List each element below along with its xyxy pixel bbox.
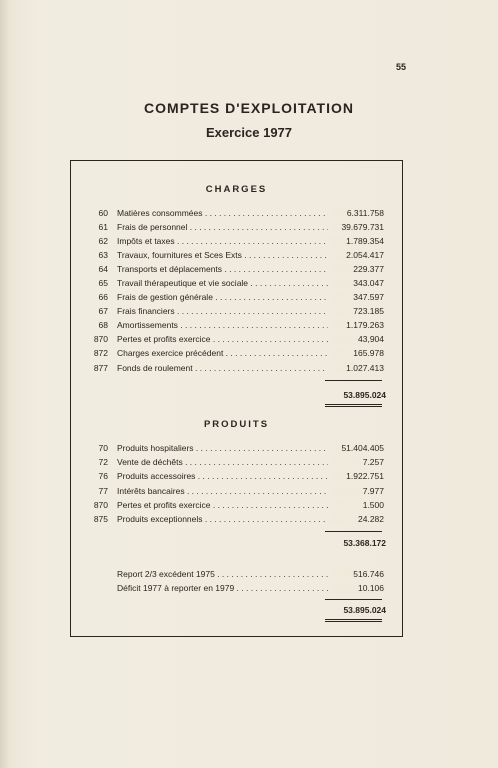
account-value: 24.282	[330, 514, 384, 524]
account-label: Travail thérapeutique et vie sociale . . .	[117, 278, 328, 288]
account-code: 64	[98, 264, 108, 274]
table-row	[70, 208, 403, 222]
account-value: 6.311.758	[330, 208, 384, 218]
account-value: 51.404.405	[330, 443, 384, 453]
account-code: 62	[98, 236, 108, 246]
table-row	[70, 500, 403, 514]
account-label: Vente de déchêts . . .	[117, 457, 328, 467]
adjustment-label: Report 2/3 excédent 1975 . . .	[117, 569, 328, 579]
account-value: 347.597	[330, 292, 384, 302]
adjustment-label: Déficit 1977 à reporter en 1979 . . .	[117, 583, 328, 593]
account-code: 870	[93, 500, 108, 510]
table-row	[70, 486, 403, 500]
account-code: 65	[98, 278, 108, 288]
account-label: Produits exceptionnels . . .	[117, 514, 328, 524]
produits-heading: PRODUITS	[203, 419, 270, 430]
account-code: 68	[98, 320, 108, 330]
account-value: 1.179.263	[330, 320, 384, 330]
account-label: Frais financiers . . .	[117, 306, 328, 316]
adjustment-value: 516.746	[330, 569, 384, 579]
account-value: 1.027.413	[330, 363, 384, 373]
total-underline	[325, 404, 382, 405]
page-subtitle: Exercice 1977	[205, 125, 293, 140]
account-code: 67	[98, 306, 108, 316]
table-row	[70, 264, 403, 278]
account-code: 872	[93, 348, 108, 358]
table-row	[70, 236, 403, 250]
account-label: Fonds de roulement . . .	[117, 363, 328, 373]
account-label: Amortissements . . .	[117, 320, 328, 330]
account-label: Impôts et taxes . . .	[117, 236, 328, 246]
account-label: Produits hospitaliers . . .	[117, 443, 328, 453]
account-label: Matières consommées . . .	[117, 208, 328, 218]
account-value: 2.054.417	[330, 250, 384, 260]
page-title: COMPTES D'EXPLOITATION	[144, 100, 354, 116]
account-label: Intérêts bancaires . . .	[117, 486, 328, 496]
adjustment-value: 10.106	[330, 583, 384, 593]
account-value: 7.257	[330, 457, 384, 467]
account-code: 60	[98, 208, 108, 218]
account-value: 1.789.354	[330, 236, 384, 246]
table-row	[70, 320, 403, 334]
total-underline	[325, 619, 382, 620]
account-value: 343.047	[330, 278, 384, 288]
table-row	[70, 457, 403, 471]
table-row	[70, 222, 403, 236]
charges-total: 53.895.024	[343, 390, 386, 400]
table-row	[70, 514, 403, 528]
account-label: Frais de personnel . . .	[117, 222, 328, 232]
account-value: 723.185	[330, 306, 384, 316]
total-rule	[325, 380, 382, 381]
account-value: 229.377	[330, 264, 384, 274]
account-code: 76	[98, 471, 108, 481]
total-rule	[325, 599, 382, 600]
account-value: 39.679.731	[330, 222, 384, 232]
table-row	[70, 278, 403, 292]
table-row	[70, 471, 403, 485]
account-code: 66	[98, 292, 108, 302]
account-code: 870	[93, 334, 108, 344]
account-value: 1.922.751	[330, 471, 384, 481]
account-label: Pertes et profits exercice . . .	[117, 334, 328, 344]
account-label: Charges exercice précédent . . .	[117, 348, 328, 358]
account-label: Travaux, fournitures et Sces Exts . . .	[117, 250, 328, 260]
table-row	[70, 569, 403, 583]
account-code: 877	[93, 363, 108, 373]
table-row	[70, 250, 403, 264]
account-code: 70	[98, 443, 108, 453]
account-code: 875	[93, 514, 108, 524]
final-total: 53.895.024	[343, 605, 386, 615]
account-code: 61	[98, 222, 108, 232]
total-underline	[325, 621, 382, 622]
table-row	[70, 348, 403, 362]
table-row	[70, 306, 403, 320]
account-value: 43,904	[330, 334, 384, 344]
produits-total: 53.368.172	[343, 538, 386, 548]
charges-heading: CHARGES	[205, 184, 268, 195]
table-row	[70, 292, 403, 306]
table-row	[70, 583, 403, 597]
table-row	[70, 334, 403, 348]
table-row	[70, 363, 403, 377]
account-code: 72	[98, 457, 108, 467]
total-underline	[325, 406, 382, 407]
account-label: Frais de gestion générale . . .	[117, 292, 328, 302]
account-value: 7.977	[330, 486, 384, 496]
table-row	[70, 443, 403, 457]
total-rule	[325, 531, 382, 532]
account-label: Transports et déplacements . . .	[117, 264, 328, 274]
account-value: 1.500	[330, 500, 384, 510]
account-value: 165.978	[330, 348, 384, 358]
page-number: 55	[395, 62, 406, 72]
account-code: 63	[98, 250, 108, 260]
account-label: Pertes et profits exercice . . .	[117, 500, 328, 510]
account-code: 77	[98, 486, 108, 496]
account-label: Produits accessoires . . .	[117, 471, 328, 481]
